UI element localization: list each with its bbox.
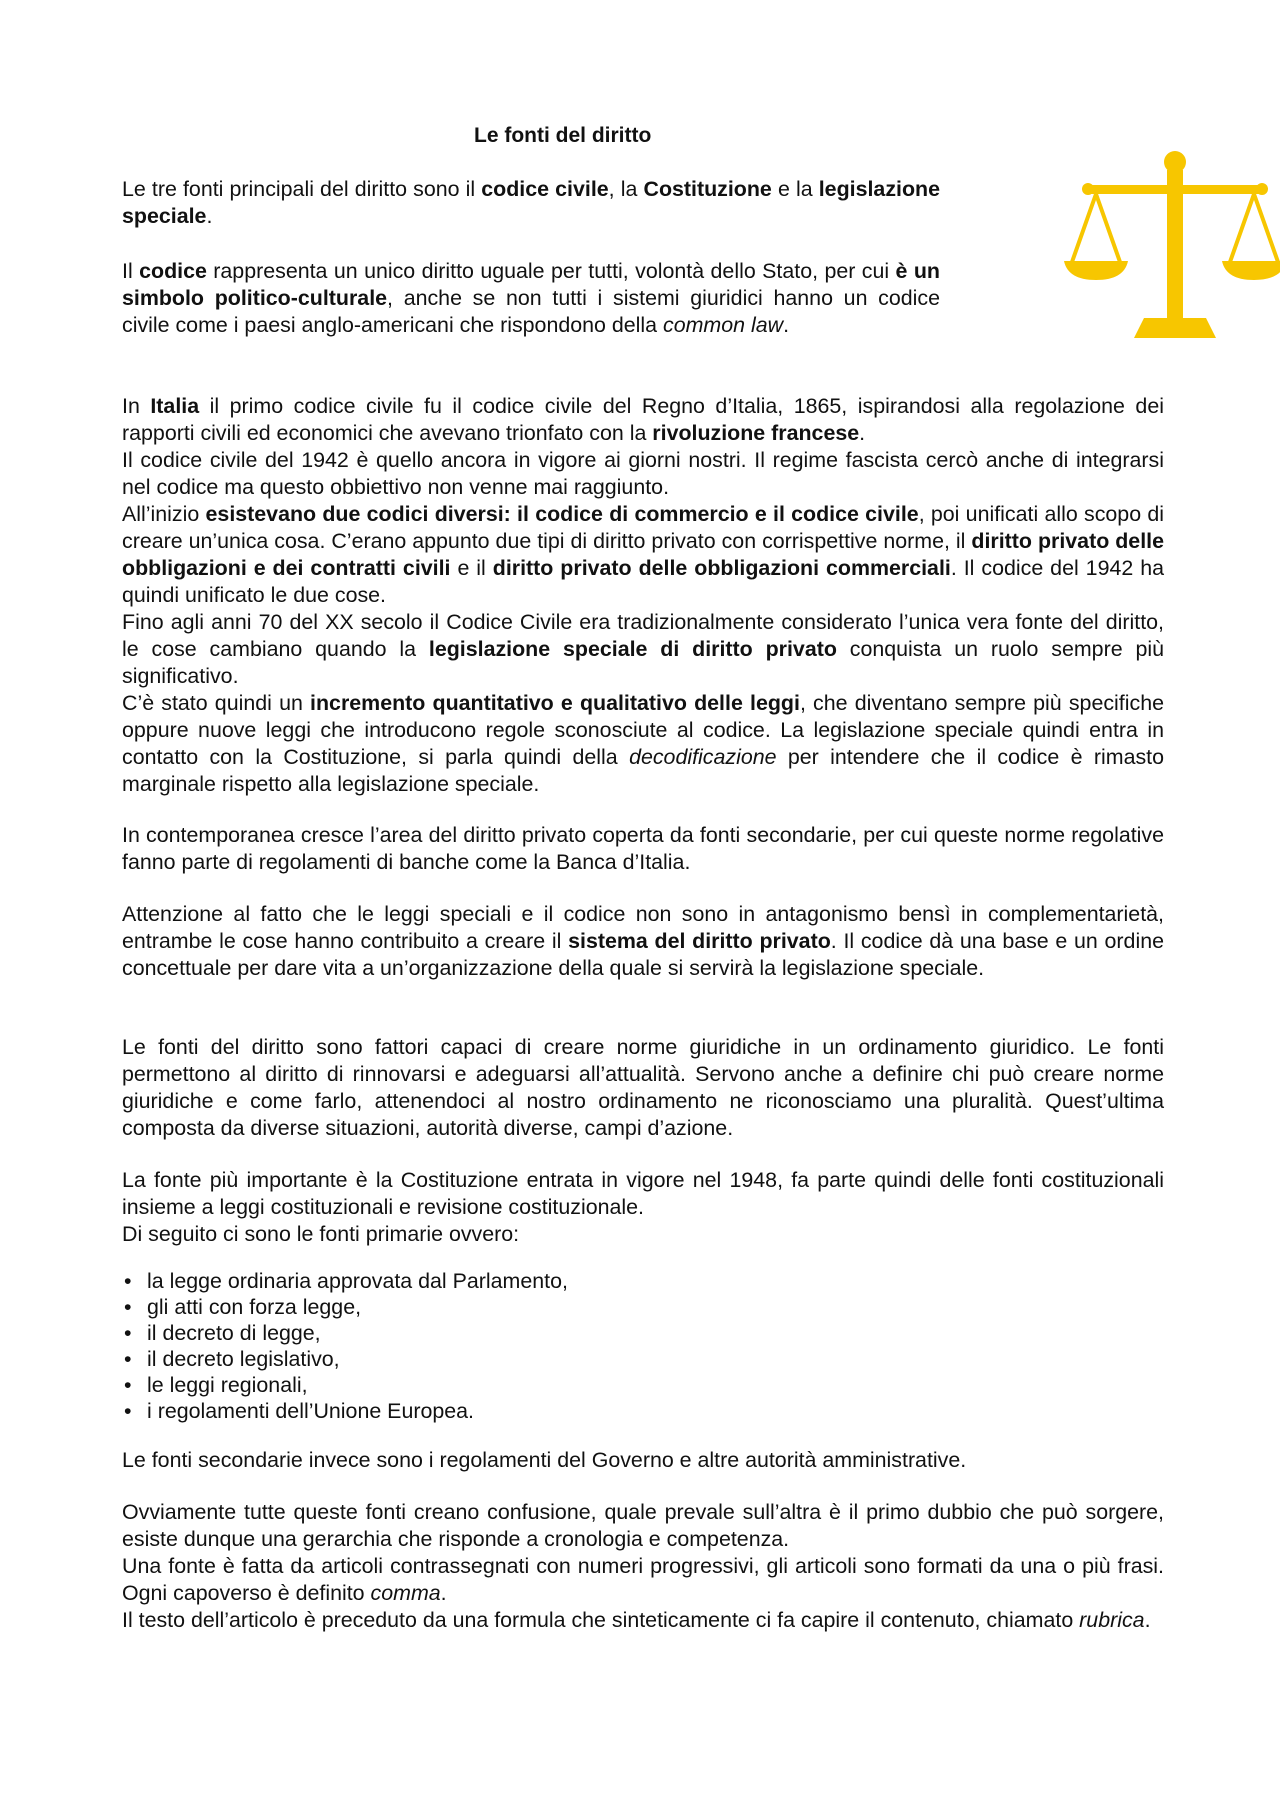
gerarchia-paragraph: Ovviamente tutte queste fonti creano confusione, quale prevale sull’altra è il primo dubbio che può sorgere, esiste dunque una gerarchia che risponde a cronologia e competenza.: [122, 1500, 1164, 1551]
secondarie-paragraph: Le fonti secondarie invece sono i regolamenti del Governo e altre autorità amministrative.: [122, 1448, 967, 1472]
codice-1942-paragraph: Il codice civile del 1942 è quello ancora in vigore ai giorni nostri. Il regime fascista cercò anche di integrarsi nel codice ma questo obbiettivo non venne mai raggiunto.: [122, 448, 1164, 499]
codice-paragraph: Il codice rappresenta un unico diritto uguale per tutti, volontà dello Stato, per cui è un simbolo politico-culturale, anche se non tutti i sistemi giuridici hanno un codice civile come i paesi anglo-americani che rispondono della common law.: [122, 259, 941, 337]
list-item: • la legge ordinaria approvata dal Parlamento,: [124, 1269, 568, 1293]
anni-70-paragraph: Fino agli anni 70 del XX secolo il Codice Civile era tradizionalmente considerato l’unica vera fonte del diritto, le cose cambiano quando la legislazione speciale di diritto privato conquista un ruolo sempre più significativo.: [122, 610, 1164, 688]
list-item: • i regolamenti dell’Unione Europea.: [124, 1399, 475, 1423]
bullet-icon: •: [124, 1373, 132, 1397]
scales-of-justice-icon: [1064, 150, 1280, 338]
attenzione-paragraph: Attenzione al fatto che le leggi speciali e il codice non sono in antagonismo bensì in complementarietà, entrambe le cose hanno contribuito a creare il sistema del diritto privato. Il codice dà una base e un ordine concettuale per dare vita a un’organizzazione della quale si servirà la legislazione speciale.: [122, 902, 1164, 980]
contemporanea-paragraph: In contemporanea cresce l’area del diritto privato coperta da fonti secondarie, per cui queste norme regolative fanno parte di regolamenti di banche come la Banca d’Italia.: [122, 823, 1164, 874]
fonti-primarie-intro: Di seguito ci sono le fonti primarie ovvero:: [122, 1222, 520, 1246]
list-item: • gli atti con forza legge,: [124, 1295, 362, 1319]
bullet-icon: •: [124, 1399, 132, 1423]
italia-paragraph: In Italia il primo codice civile fu il codice civile del Regno d’Italia, 1865, ispirandosi alla regolazione dei rapporti civili ed economici che avevano trionfato con la rivoluzione francese.: [122, 394, 1164, 445]
bullet-icon: •: [124, 1295, 132, 1319]
costituzione-paragraph: La fonte più importante è la Costituzione entrata in vigore nel 1948, fa parte quindi delle fonti costituzionali insieme a leggi costituzionali e revisione costituzionale.: [122, 1168, 1164, 1219]
document-title: Le fonti del diritto: [474, 124, 652, 147]
list-item: • il decreto legislativo,: [124, 1347, 340, 1371]
rubrica-paragraph: Il testo dell’articolo è preceduto da una formula che sinteticamente ci fa capire il contenuto, chiamato rubrica.: [122, 1608, 1151, 1632]
fonti-primarie-list: [122, 1268, 1164, 1424]
costituzione-section: [122, 1167, 1164, 1248]
intro-paragraph: Le tre fonti principali del diritto sono il codice civile, la Costituzione e la legislazione speciale.: [122, 177, 940, 228]
bullet-icon: •: [124, 1269, 132, 1293]
gerarchia-section: [122, 1499, 1164, 1634]
storia-section: [122, 393, 1164, 798]
bullet-icon: •: [124, 1321, 132, 1345]
due-codici-paragraph: All’inizio esistevano due codici diversi: il codice di commercio e il codice civile, poi unificati allo scopo di creare un’unica cosa. C’erano appunto due tipi di diritto privato con corrispettive norme, il diritto privato delle obbligazioni e dei contratti civili e il diritto privato delle obbligazioni commerciali. Il codice del 1942 ha quindi unificato le due cose.: [122, 502, 1164, 607]
list-item: • il decreto di legge,: [124, 1321, 321, 1345]
list-item: • le leggi regionali,: [124, 1373, 308, 1397]
incremento-paragraph: C’è stato quindi un incremento quantitativo e qualitativo delle leggi, che diventano sempre più specifiche oppure nuove leggi che introducono regole sconosciute al codice. La legislazione speciale quindi entra in contatto con la Costituzione, si parla quindi della decodificazione per intendere che il codice è rimasto marginale rispetto alla legislazione speciale.: [122, 691, 1164, 796]
bullet-icon: •: [124, 1347, 132, 1371]
articoli-paragraph: Una fonte è fatta da articoli contrassegnati con numeri progressivi, gli articoli sono formati da una o più frasi. Ogni capoverso è definito comma.: [122, 1554, 1164, 1605]
fattori-paragraph: Le fonti del diritto sono fattori capaci di creare norme giuridiche in un ordinamento giuridico. Le fonti permettono al diritto di rinnovarsi e adeguarsi all’attualità. Servono anche a definire chi può creare norme giuridiche e come farlo, attenendoci al nostro ordinamento ne riconosciamo una pluralità. Quest’ultima composta da diverse situazioni, autorità diverse, campi d’azione.: [122, 1035, 1164, 1140]
